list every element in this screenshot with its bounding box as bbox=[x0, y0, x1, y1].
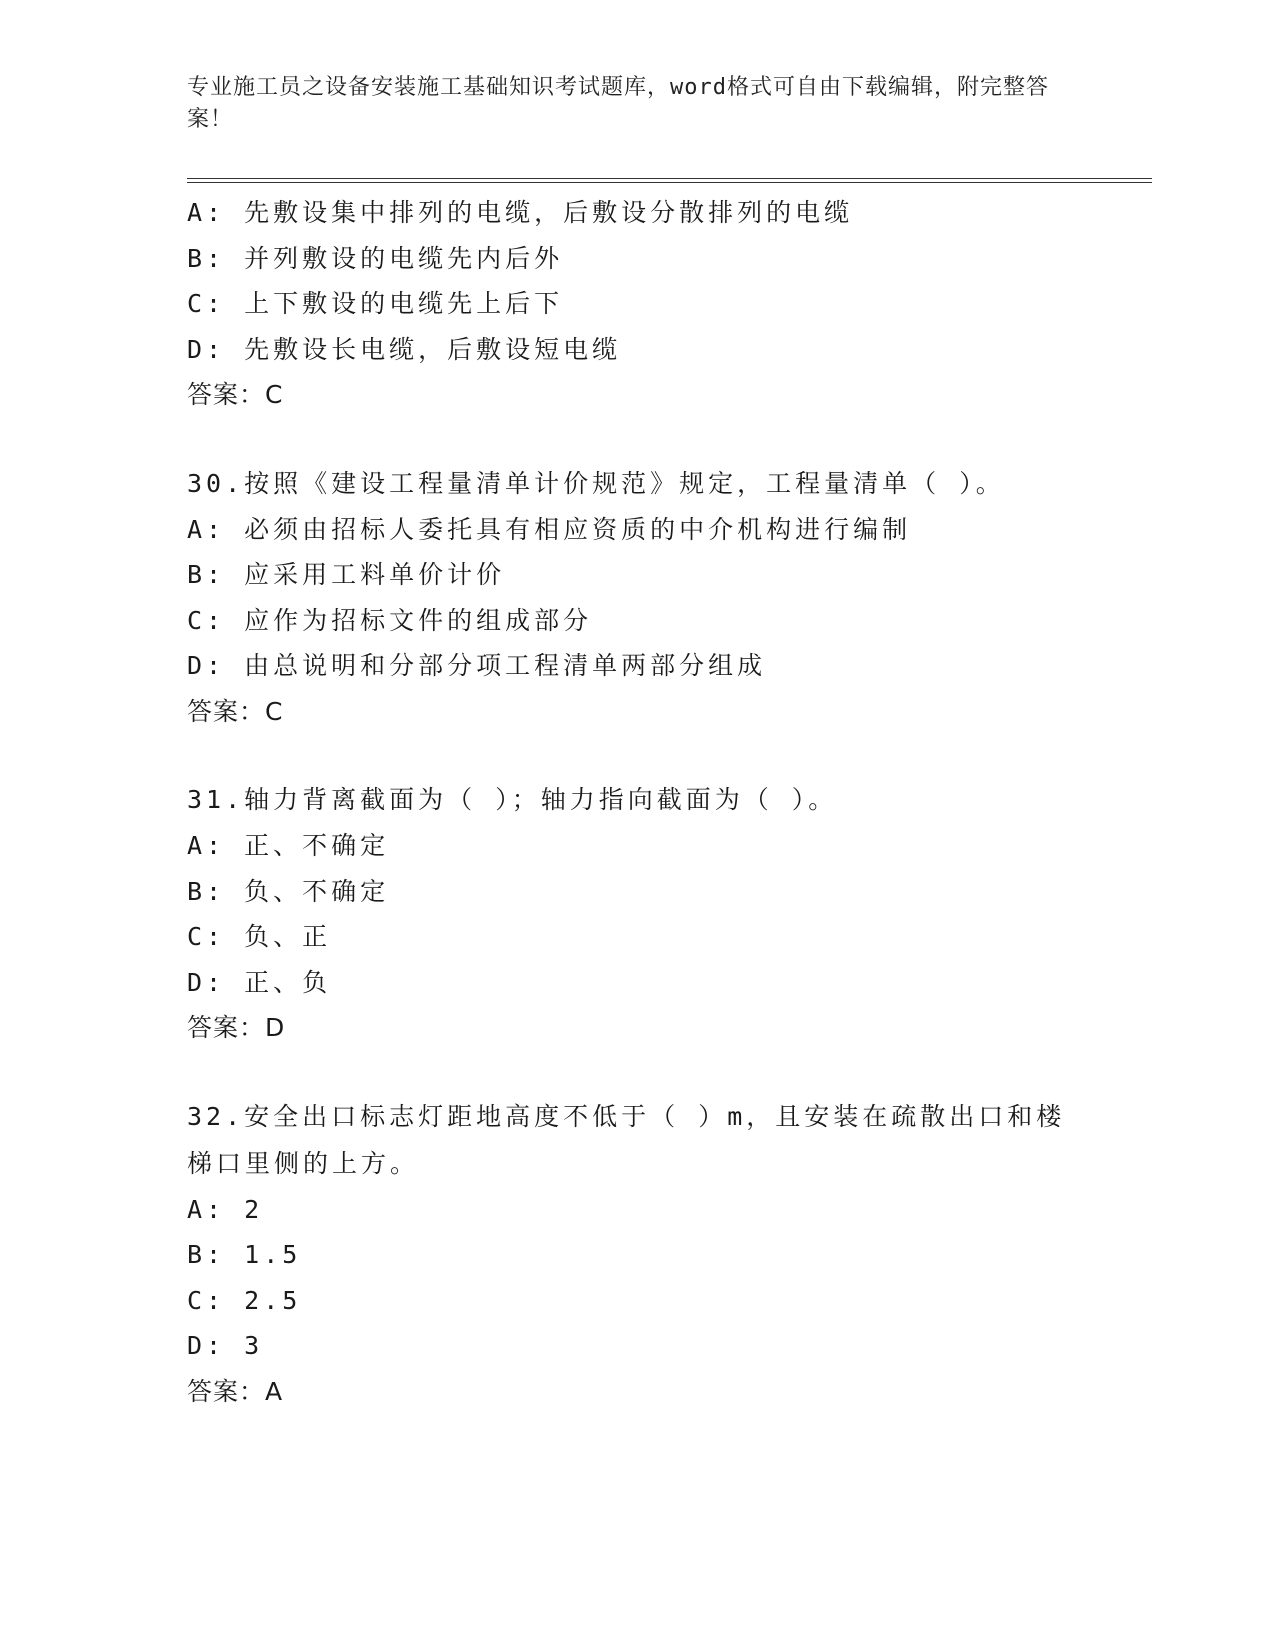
question-gap bbox=[187, 734, 1087, 776]
question-text: 32.安全出口标志灯距地高度不低于（ ）m，且安装在疏散出口和楼梯口里侧的上方。 bbox=[187, 1101, 1066, 1178]
question-block-30 bbox=[187, 460, 1087, 735]
option-c: C: 负、正 bbox=[187, 922, 332, 951]
option-b: B: 1.5 bbox=[187, 1240, 302, 1269]
header-rule-top bbox=[187, 178, 1152, 179]
header-rule-bottom bbox=[187, 182, 1152, 183]
option-b: B: 负、不确定 bbox=[187, 876, 390, 906]
option-b: B: 应采用工料单价计价 bbox=[187, 560, 506, 589]
document-header: 专业施工员之设备安装施工基础知识考试题库，word格式可自由下载编辑，附完整答案！ bbox=[187, 75, 1049, 132]
answer-line: 答案：A bbox=[187, 1376, 284, 1406]
answer-line: 答案：C bbox=[187, 696, 284, 726]
question-text: 30.按照《建设工程量清单计价规范》规定，工程量清单（ ）。 bbox=[187, 468, 1005, 498]
option-d: D: 3 bbox=[187, 1331, 264, 1360]
option-d: D: 由总说明和分部分项工程清单两部分组成 bbox=[187, 651, 767, 680]
option-c: C: 应作为招标文件的组成部分 bbox=[187, 605, 593, 635]
question-list bbox=[187, 190, 1087, 1414]
option-c: C: 上下敷设的电缆先上后下 bbox=[187, 289, 564, 318]
option-c: C: 2.5 bbox=[187, 1285, 302, 1315]
option-a: A: 必须由招标人委托具有相应资质的中介机构进行编制 bbox=[187, 514, 912, 544]
option-b: B: 并列敷设的电缆先内后外 bbox=[187, 243, 564, 273]
option-a: A: 正、不确定 bbox=[187, 831, 390, 860]
question-block-31 bbox=[187, 776, 1087, 1051]
question-text: 31.轴力背离截面为（ ）；轴力指向截面为（ ）。 bbox=[187, 785, 838, 814]
option-a: A: 先敷设集中排列的电缆，后敷设分散排列的电缆 bbox=[187, 198, 854, 227]
answer-line: 答案：D bbox=[187, 1013, 286, 1042]
option-d: D: 先敷设长电缆，后敷设短电缆 bbox=[187, 334, 622, 364]
question-gap bbox=[187, 1051, 1087, 1093]
question-gap bbox=[187, 418, 1087, 460]
question-block-continued bbox=[187, 190, 1087, 418]
answer-line: 答案：C bbox=[187, 380, 284, 409]
question-block-32 bbox=[187, 1093, 1087, 1415]
option-a: A: 2 bbox=[187, 1194, 264, 1224]
option-d: D: 正、负 bbox=[187, 967, 332, 997]
